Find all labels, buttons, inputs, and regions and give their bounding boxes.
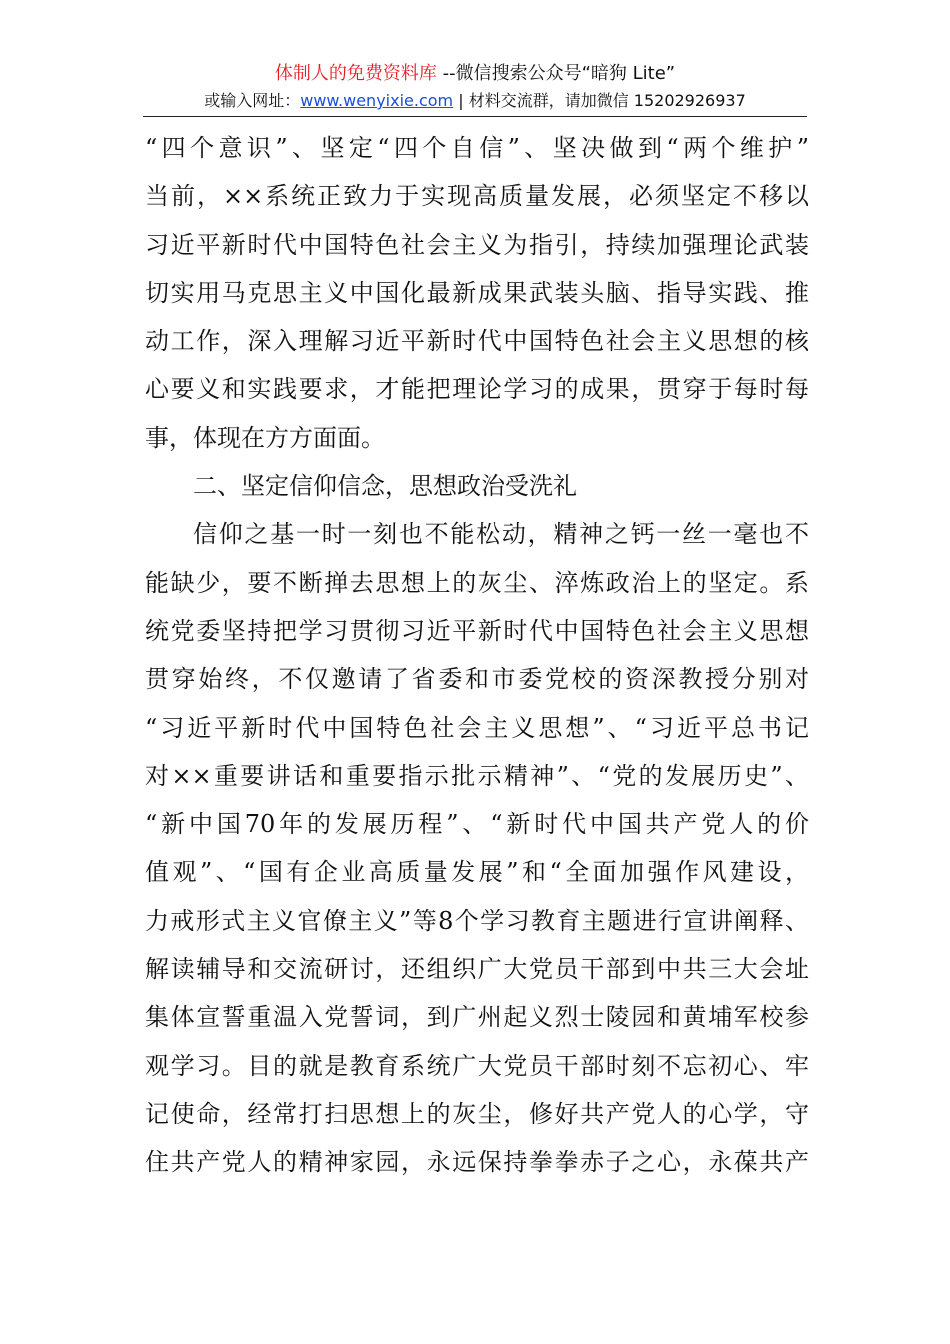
page-header: [0, 62, 950, 112]
header-contact-line: [0, 90, 950, 112]
body-line: 能缺少，要不断掸去思想上的灰尘、淬炼政治上的坚定。系: [145, 568, 809, 597]
body-line: 住共产党人的精神家园，永远保持拳拳赤子之心，永葆共产: [145, 1148, 809, 1177]
body-line: 心要义和实践要求，才能把理论学习的成果，贯穿于每时每: [145, 375, 809, 404]
section-heading: 二、坚定信仰信念，思想政治受洗礼: [193, 472, 577, 501]
body-line: 记使命，经常打扫思想上的灰尘，修好共产党人的心学，守: [145, 1099, 809, 1128]
body-line: “习近平新时代中国特色社会主义思想”、“习近平总书记: [145, 713, 809, 742]
header-brand: 体制人的免费资料库: [274, 63, 437, 84]
body-line: 值观”、“国有企业高质量发展”和“全面加强作风建设，: [145, 858, 809, 887]
body-line: 动工作，深入理解习近平新时代中国特色社会主义思想的核: [145, 327, 809, 356]
header-url-link[interactable]: www.wenyixie.com: [300, 91, 454, 110]
body-line: 对××重要讲话和重要指示批示精神”、“党的发展历史”、: [145, 761, 809, 790]
body-line: “新中国70年的发展历程”、“新时代中国共产党人的价: [145, 810, 809, 839]
document-body: [145, 124, 809, 1187]
body-line: 事，体现在方方面面。: [145, 423, 385, 452]
body-line: 切实用马克思主义中国化最新成果武装头脑、指导实践、推: [145, 278, 809, 307]
body-line: “四个意识”、坚定“四个自信”、坚决做到“两个维护”: [145, 134, 809, 162]
header-divider: [143, 116, 807, 117]
body-line: 观学习。目的就是教育系统广大党员干部时刻不忘初心、牢: [145, 1051, 809, 1080]
body-line: 统党委坚持把学习贯彻习近平新时代中国特色社会主义思想: [145, 616, 809, 645]
body-line: 解读辅导和交流研讨，还组织广大党员干部到中共三大会址: [145, 955, 809, 984]
header-promo-line: [0, 62, 950, 86]
body-line: 集体宣誓重温入党誓词，到广州起义烈士陵园和黄埔军校参: [145, 1003, 809, 1032]
body-line: 习近平新时代中国特色社会主义为指引，持续加强理论武装: [145, 230, 809, 259]
header-url-prefix: 或输入网址：: [204, 91, 301, 110]
header-tagline: --微信搜索公众号“暗狗 Lite”: [436, 63, 676, 84]
body-line: 力戒形式主义官僚主义”等8个学习教育主题进行宣讲阐释、: [145, 906, 809, 935]
body-line: 信仰之基一时一刻也不能松动，精神之钙一丝一毫也不: [193, 520, 809, 549]
body-line: 贯穿始终，不仅邀请了省委和市委党校的资深教授分别对: [145, 665, 809, 694]
header-contact-suffix: | 材料交流群，请加微信 15202926937: [453, 91, 746, 110]
body-line: 当前，××系统正致力于实现高质量发展，必须坚定不移以: [145, 182, 809, 211]
